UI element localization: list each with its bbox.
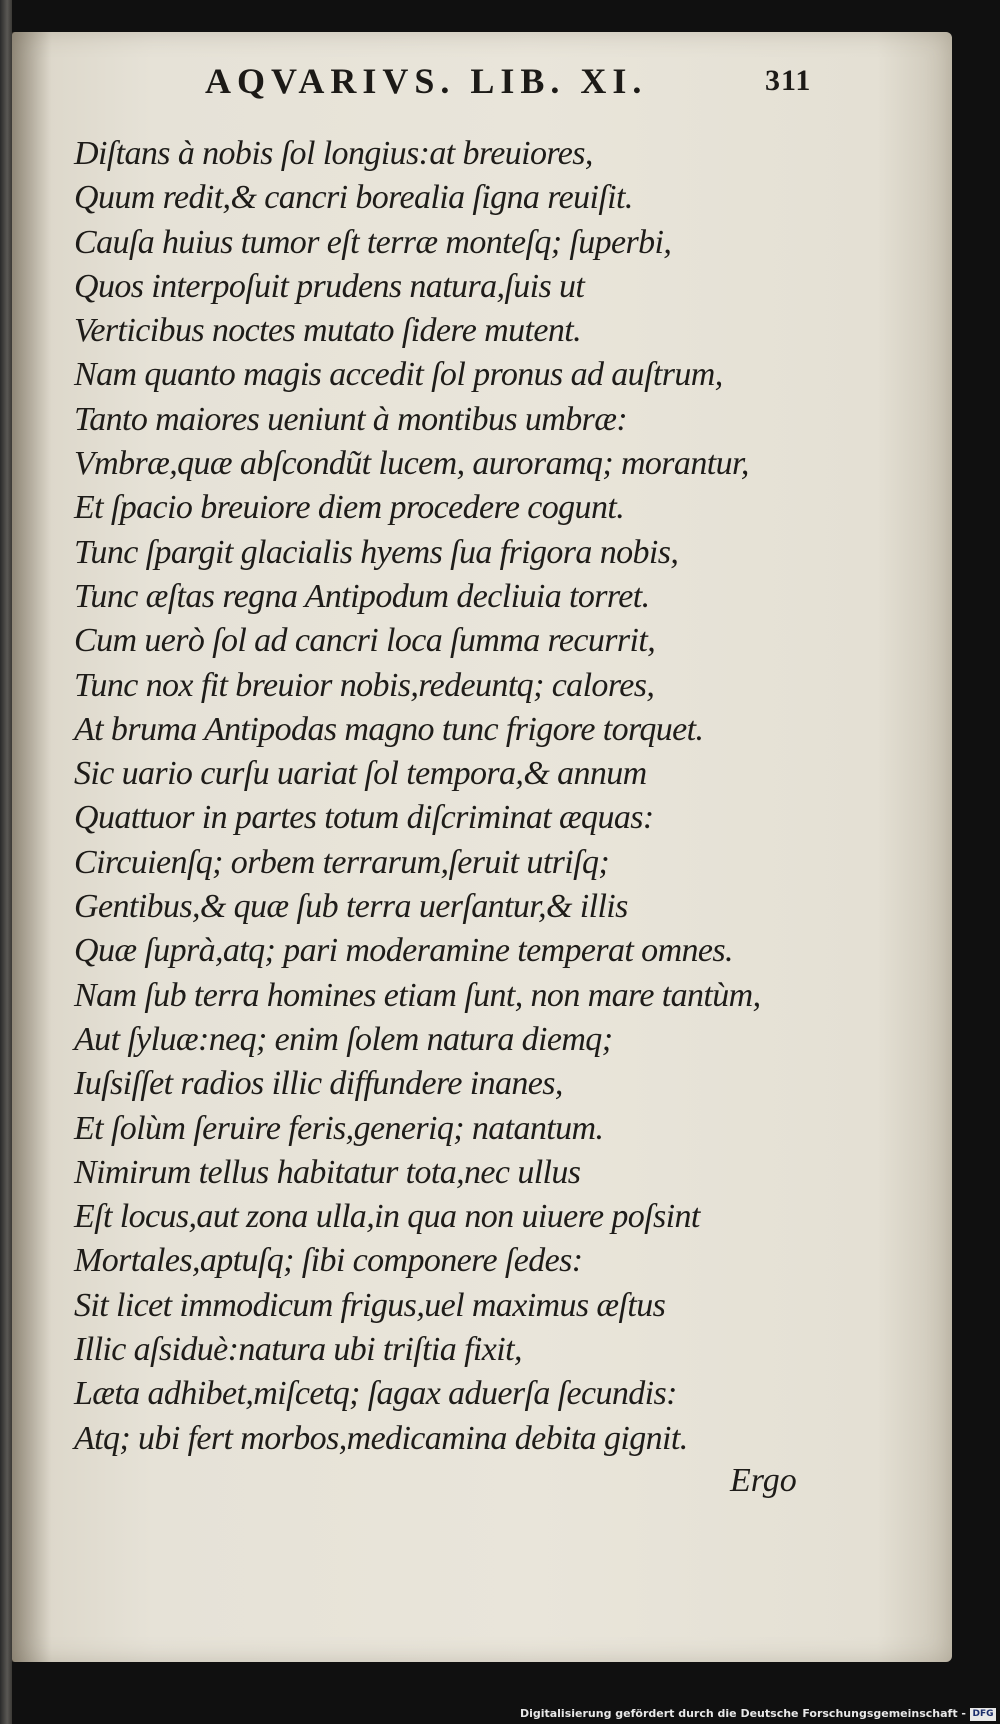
verse-line: Cauſa huius tumor eſt terræ monteſq; ſuperbi, xyxy=(74,223,672,261)
verse-line: Et ſpacio breuiore diem procedere cogunt. xyxy=(74,489,625,527)
verse-line: Circuienſq; orbem terrarum,ſeruit utriſq; xyxy=(74,843,610,881)
verse-line: Mortales,aptuſq; ſibi componere ſedes: xyxy=(74,1242,583,1280)
verse-line: Tunc nox fit breuior nobis,redeuntq; calores, xyxy=(74,666,655,704)
verse-line: At bruma Antipodas magno tunc frigore torquet. xyxy=(74,710,704,748)
verse-line: Cum uerò ſol ad cancri loca ſumma recurrit, xyxy=(74,622,656,660)
verse-line: Atq; ubi fert morbos,medicamina debita gignit. xyxy=(74,1419,688,1457)
verse-line: Quum redit,& cancri borealia ſigna reuiſit. xyxy=(74,179,633,217)
verse-line: Tunc ſpargit glacialis hyems ſua frigora nobis, xyxy=(74,533,679,571)
verse-line: Et ſolùm ſeruire feris,generiq; natantum. xyxy=(74,1109,604,1147)
verse-line: Iuſsiſſet radios illic diffundere inanes, xyxy=(74,1065,563,1103)
dfg-logo-icon: DFG xyxy=(970,1708,996,1721)
verse-line: Gentibus,& quæ ſub terra uerſantur,& illis xyxy=(74,888,628,926)
verse-line: Verticibus noctes mutato ſidere mutent. xyxy=(74,312,581,350)
verse-line: Nimirum tellus habitatur tota,nec ullus xyxy=(74,1153,581,1191)
running-title: AQVARIVS. LIB. XI. xyxy=(205,61,648,101)
verse-line: Tunc æſtas regna Antipodum decliuia torret. xyxy=(74,577,650,615)
verse-line: Quattuor in partes totum diſcriminat æquas: xyxy=(74,799,654,837)
catchword: Ergo xyxy=(730,1462,797,1499)
verse-line: Diſtans à nobis ſol longius:at breuiores, xyxy=(74,135,593,172)
verse-line: Quos interpoſuit prudens natura,ſuis ut xyxy=(74,267,585,305)
page-number: 311 xyxy=(765,64,812,97)
verse-line: Sic uario curſu uariat ſol tempora,& annum xyxy=(74,755,647,793)
verse-line: Nam quanto magis accedit ſol pronus ad auſtrum, xyxy=(74,356,723,394)
digitization-credit: Digitalisierung gefördert durch die Deutsche Forschungsgemeinschaft - xyxy=(519,1707,966,1720)
verse-line: Aut ſyluæ:neq; enim ſolem natura diemq; xyxy=(74,1020,613,1058)
verse-line: Sit licet immodicum frigus,uel maximus æſtus xyxy=(74,1286,666,1324)
verse-line: Illic aſsiduè:natura ubi triſtia fixit, xyxy=(74,1331,522,1369)
scan-edge-strip xyxy=(0,0,12,1724)
verse-line: Tanto maiores ueniunt à montibus umbræ: xyxy=(74,400,628,438)
verse-line: Læta adhibet,miſcetq; ſagax aduerſa ſecundis: xyxy=(74,1375,677,1413)
verse-line: Nam ſub terra homines etiam ſunt, non mare tantùm, xyxy=(74,976,761,1014)
page-gutter-shadow xyxy=(12,32,52,1662)
verse-line: Eſt locus,aut zona ulla,in qua non uiuere poſsint xyxy=(74,1198,700,1236)
verse-line: Vmbræ,quæ abſcondũt lucem, auroramq; morantur, xyxy=(74,445,749,483)
verse-line: Quæ ſuprà,atq; pari moderamine temperat omnes. xyxy=(74,932,733,970)
verse-text-block xyxy=(74,132,874,1461)
